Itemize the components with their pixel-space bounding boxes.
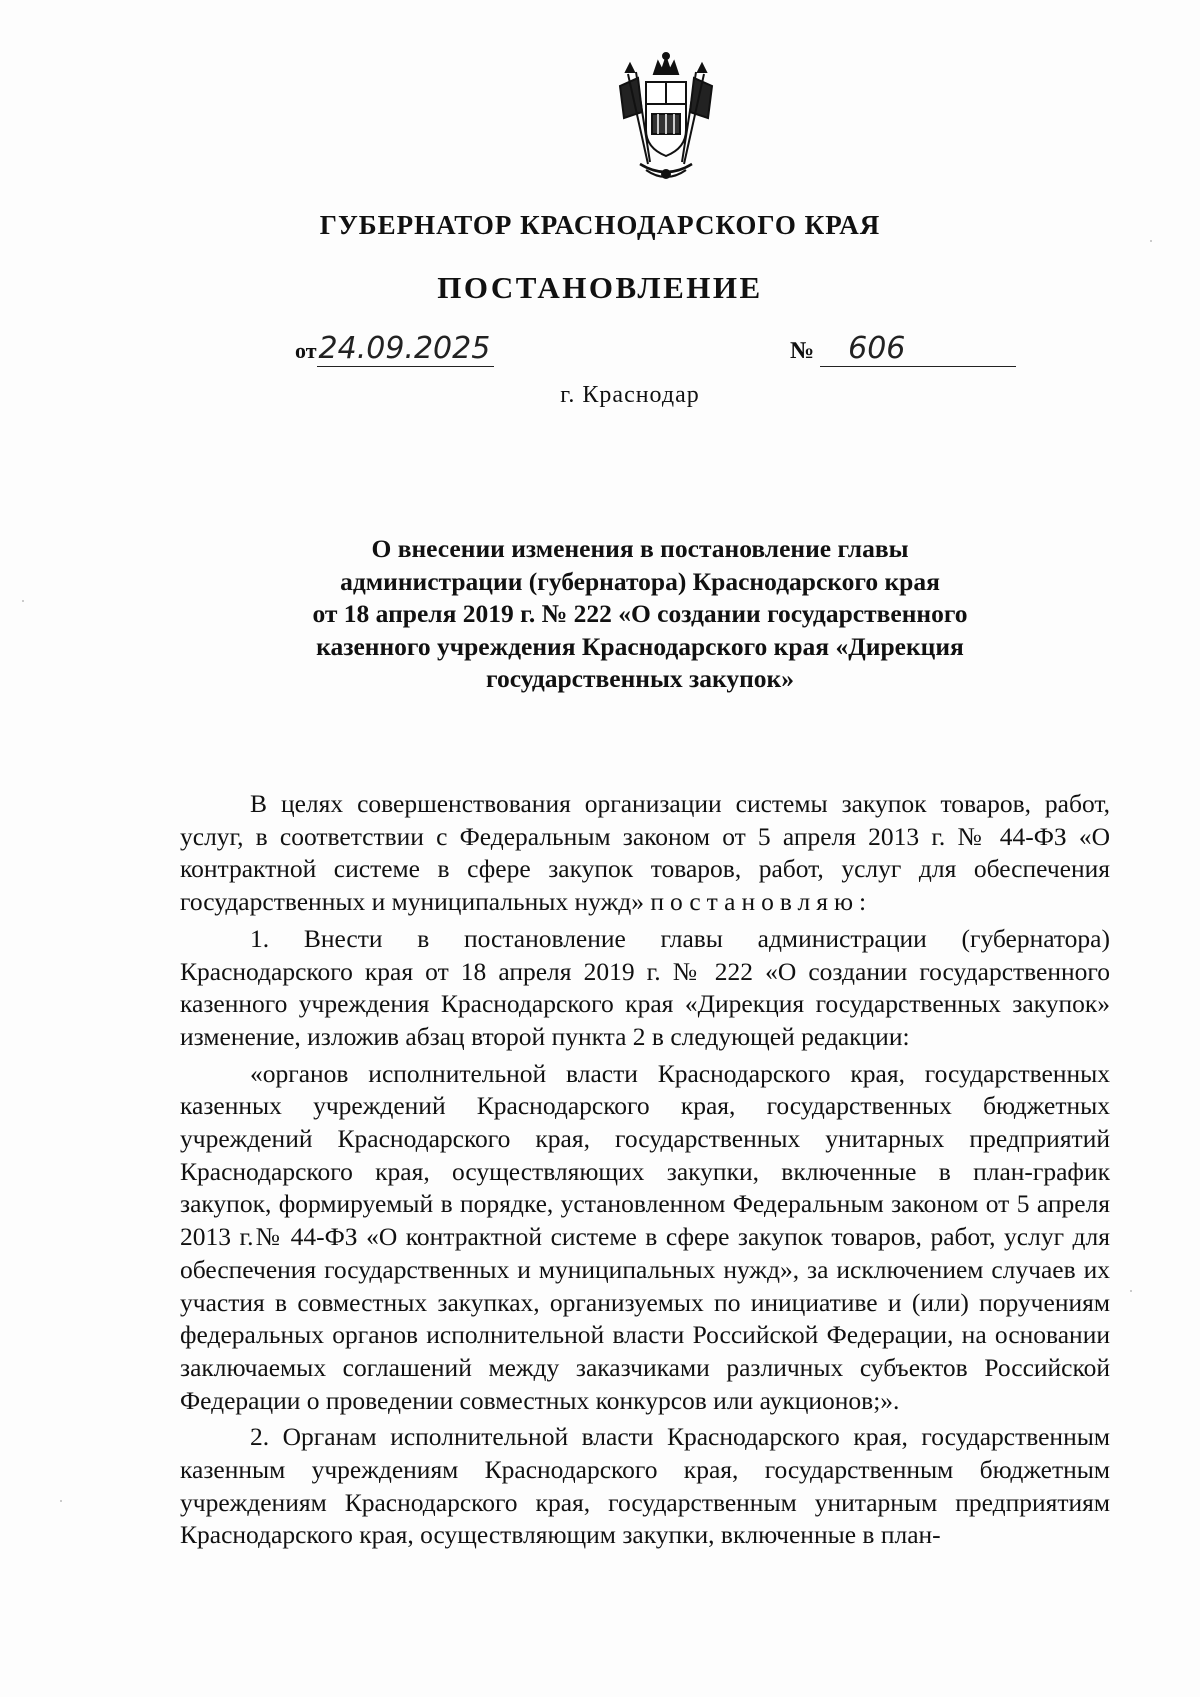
- preamble-text: В целях совершенствования организации системы закупок товаров, работ, услуг, в соответствии с Федеральным законом от 5 апреля 2013 г. № 44-ФЗ «О контрактной системе в сфере закупок товаров, работ, услуг для обеспечения государственных и муниципальных нужд»: [180, 789, 1110, 917]
- heading-line: казенного учреждения Краснодарского края «Дирекция: [316, 631, 964, 661]
- scan-speck: [1130, 1290, 1132, 1292]
- scan-speck: [60, 1500, 62, 1502]
- document-body: [180, 788, 1110, 1556]
- city-line: г. Краснодар: [560, 382, 700, 408]
- item-1-paragraph: 1. Внести в постановление главы администрации (губернатора) Краснодарского края от 18 апреля 2019 г. № 222 «О создании государственного казенного учреждения Краснодарского края «Дирекция государственных закупок» изменение, изложив абзац второй пункта 2 в следующей редакции:: [180, 923, 1110, 1051]
- heading-line: администрации (губернатора) Краснодарского края: [340, 566, 940, 596]
- organization-title: ГУБЕРНАТОР КРАСНОДАРСКОГО КРАЯ: [319, 210, 881, 240]
- date-prefix: от: [295, 338, 317, 363]
- document-heading: [240, 533, 1040, 696]
- krasnodar-coat-of-arms-icon: [606, 52, 726, 188]
- item-2-paragraph: 2. Органам исполнительной власти Краснодарского края, государственным казенным учреждениям Краснодарского края, государственным бюджетным учреждениям Краснодарского края, государственным унитарным предприятиям Краснодарского края, осуществляющим закупки, включенные в план-: [180, 1422, 1110, 1550]
- decree-word: постановляю:: [650, 887, 873, 917]
- scan-speck: [22, 600, 24, 602]
- document-type-title: ПОСТАНОВЛЕНИЕ: [437, 270, 763, 305]
- quoted-paragraph: «органов исполнительной власти Краснодарского края, государственных казенных учреждений Краснодарского края, государственных бюджетных учреждений Краснодарского края, государственных унитарных предприятий Краснодарского края, осуществляющих закупки, включенные в план-график закупок, формируемый в порядке, установленном Федеральным законом от 5 апреля 2013 г.№ 44-ФЗ «О контрактной системе в сфере закупок товаров, работ, услуг для обеспечения государственных и муниципальных нужд», за исключением случаев их участия в совместных закупках, организуемых по инициативе и (или) поручениям федеральных органов исполнительной власти Российской Федерации, на основании заключаемых соглашений между заказчиками различных субъектов Российской Федерации о проведении совместных конкурсов или аукционов;».: [180, 1058, 1110, 1415]
- heading-line: государственных закупок»: [486, 664, 794, 693]
- heading-line: от 18 апреля 2019 г. № 222 «О создании государственного: [312, 599, 968, 628]
- number-prefix: №: [790, 338, 815, 364]
- heading-line: О внесении изменения в постановление главы: [371, 534, 909, 563]
- date-line: [295, 332, 494, 367]
- number-line: [790, 332, 1016, 367]
- handwritten-date: 24.09.2025: [317, 332, 495, 367]
- handwritten-number: 606: [820, 332, 1016, 367]
- scan-speck: [1150, 240, 1152, 242]
- preamble-paragraph: [180, 788, 1110, 919]
